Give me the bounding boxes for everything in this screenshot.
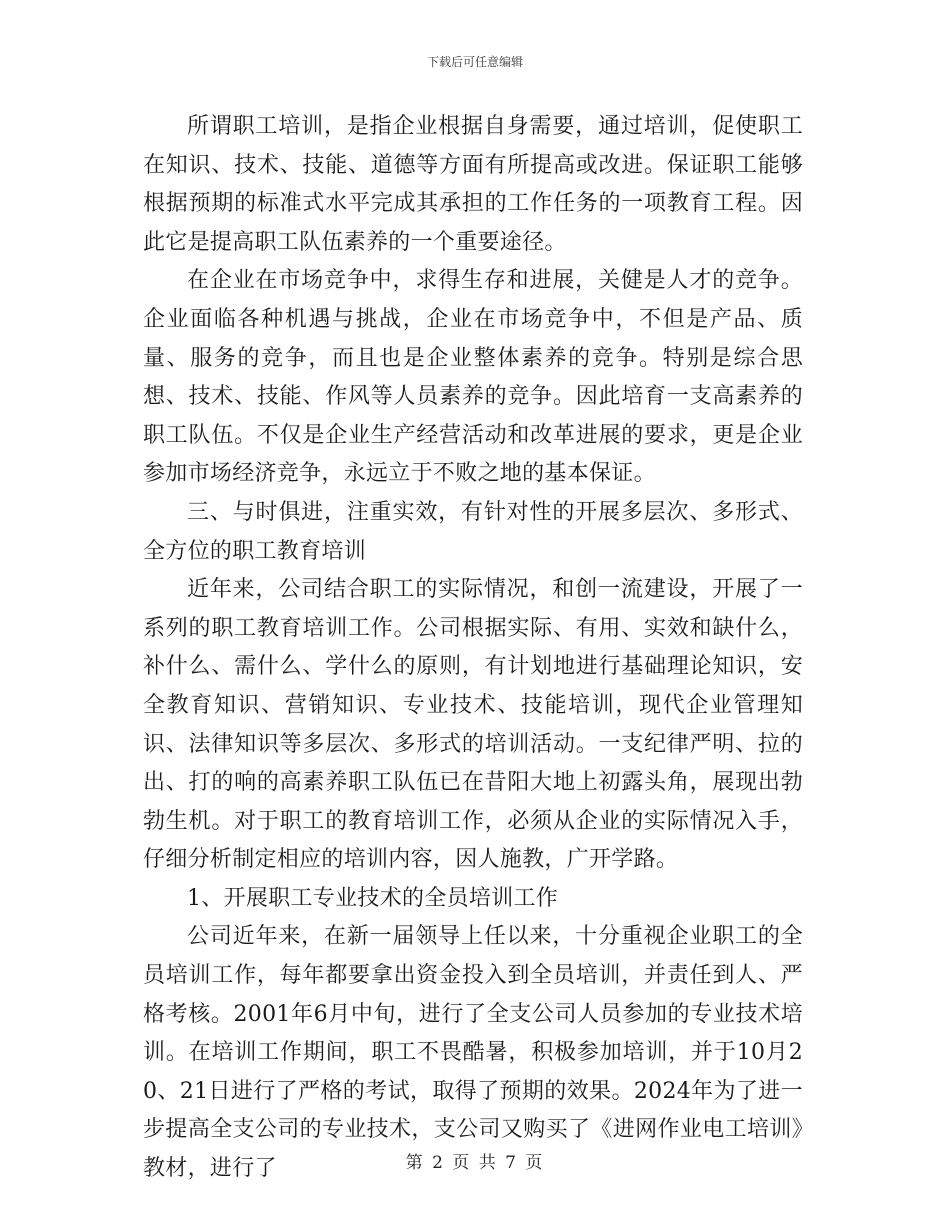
section-heading: 三、与时俱进，注重实效，有针对性的开展多层次、多形式、全方位的职工教育培训 [143,499,803,564]
paragraph-definition: 所谓职工培训，是指企业根据自身需要，通过培训，促使职工在知识、技术、技能、道德等方面有所提高或改进。保证职工能够根据预期的标准式水平完成其承担的工作任务的一项教育工程。因此它是提高职工队伍素养的一个重要途径。 [143,114,803,255]
page-number-footer: 第 2 页 共 7 页 [405,1153,545,1173]
paragraph-full-staff-training: 公司近年来，在新一届领导上任以来，十分重视企业职工的全员培训工作，每年都要拿出资金投入到全员培训，并责任到人、严格考核。2001年6月中旬，进行了全支公司人员参加的专业技术培训。在培训工作期间，职工不畏酷暑，积极参加培训，并于10月20、21日进行了严格的考试，取得了预期的效果。2024年为了进一步提高全支公司的专业技术，支公司又购买了《进网作业电工培训》教材，进行了 [143,924,803,1182]
paragraph-recent-years: 近年来，公司结合职工的实际情况，和创一流建设，开展了一系列的职工教育培训工作。公司根据实际、有用、实效和缺什么，补什么、需什么、学什么的原则，有计划地进行基础理论知识，安全教育知识、营销知识、专业技术、技能培训，现代企业管理知识、法律知识等多层次、多形式的培训活动。一支纪律严明、拉的出、打的响的高素养职工队伍已在昔阳大地上初露头角，展现出勃勃生机。对于职工的教育培训工作，必须从企业的实际情况入手，仔细分析制定相应的培训内容，因人施教，广开学路。 [143,577,803,873]
paragraph-competition: 在企业在市场竞争中，求得生存和进展，关健是人才的竞争。企业面临各种机遇与挑战，企业在市场竞争中，不但是产品、质量、服务的竞争，而且也是企业整体素养的竞争。特别是综合思想、技术、技能、作风等人员素养的竞争。因此培育一支高素养的职工队伍。不仅是企业生产经营活动和改革进展的要求，更是企业参加市场经济竞争，永远立于不败之地的基本保证。 [143,268,803,487]
page-header-note: 下载后可任意编辑 [426,55,523,69]
subsection-heading: 1、开展职工专业技术的全员培训工作 [187,885,559,911]
document-body [143,108,803,1189]
